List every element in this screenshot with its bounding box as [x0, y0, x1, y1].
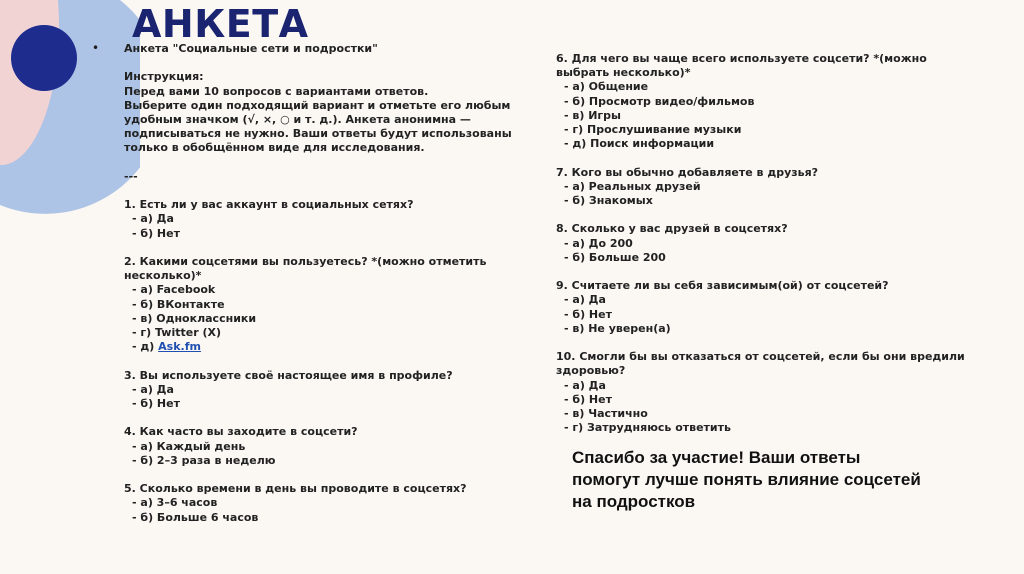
thanks-line: Спасибо за участие! Ваши ответы	[572, 448, 861, 467]
separator: ---	[124, 169, 138, 183]
answer-option: - а) Facebook	[132, 283, 216, 297]
answer-option: - б) Больше 6 часов	[132, 510, 259, 524]
question-9: 9. Считаете ли вы себя зависимым(ой) от соцсетей?	[556, 279, 889, 293]
answer-option: - б) Нет	[564, 307, 612, 321]
answer-option: - а) Да	[132, 212, 174, 226]
answer-option: - г) Прослушивание музыки	[564, 123, 742, 137]
thanks-line: помогут лучше понять влияние соцсетей	[572, 470, 921, 489]
instruction-line: Выберите один подходящий вариант и отметьте его любым	[124, 98, 511, 112]
instruction-label: Инструкция:	[124, 70, 204, 84]
slide-title: АНКЕТА	[132, 2, 309, 46]
question-10: 10. Смогли бы вы отказаться от соцсетей, если бы они вредили	[556, 350, 965, 364]
question-1: 1. Есть ли у вас аккаунт в социальных сетях?	[124, 198, 414, 212]
answer-option: - б) Нет	[132, 397, 180, 410]
askfm-link[interactable]: Ask.fm	[158, 340, 201, 354]
question-10-cont: здоровью?	[556, 364, 626, 378]
answer-option	[124, 340, 524, 354]
answer-option: - б) 2–3 раза в неделю	[132, 453, 276, 467]
answer-option: - а) Да	[564, 293, 606, 307]
navy-circle-dot	[11, 25, 77, 91]
answer-prefix: - д)	[132, 340, 159, 354]
question-8: 8. Сколько у вас друзей в соцсетях?	[556, 222, 788, 236]
instruction-line: только в обобщённом виде для исследования.	[124, 141, 425, 155]
thank-you-message	[572, 447, 1012, 513]
answer-option: - б) Нет	[564, 392, 612, 406]
instruction-line: подписываться не нужно. Ваши ответы будут использованы	[124, 127, 512, 141]
answer-option: - в) Частично	[564, 407, 648, 421]
bullet-dot: •	[92, 41, 100, 55]
question-3: 3. Вы используете своё настоящее имя в профиле?	[124, 368, 453, 382]
answer-option: - г) Затрудняюсь ответить	[564, 421, 731, 435]
answer-option: - б) Знакомых	[564, 194, 653, 208]
answer-option: - в) Игры	[564, 108, 621, 122]
survey-header: Анкета "Социальные сети и подростки"	[124, 42, 378, 55]
question-2-cont: несколько)*	[124, 269, 202, 283]
instruction-line: удобным значком (√, ×, ○ и т. д.). Анкета анонимна —	[124, 113, 471, 126]
left-column	[124, 42, 524, 525]
instruction-line: Перед вами 10 вопросов с вариантами ответов.	[124, 84, 429, 98]
answer-option: - а) Да	[132, 382, 174, 396]
answer-option: - б) ВКонтакте	[132, 297, 225, 311]
question-4: 4. Как часто вы заходите в соцсети?	[124, 425, 358, 439]
thanks-line: на подростков	[572, 492, 696, 511]
question-6: 6. Для чего вы чаще всего используете соцсети? *(можно	[556, 52, 927, 65]
answer-option: - г) Twitter (X)	[132, 326, 221, 339]
question-2: 2. Какими соцсетями вы пользуетесь? *(можно отметить	[124, 254, 487, 268]
question-7: 7. Кого вы обычно добавляете в друзья?	[556, 165, 819, 179]
answer-option: - д) Поиск информации	[564, 137, 715, 151]
answer-option: - а) Да	[564, 378, 606, 392]
question-5: 5. Сколько времени в день вы проводите в соцсетях?	[124, 482, 467, 496]
decorative-shapes	[0, 0, 140, 574]
answer-option: - в) Не уверен(а)	[564, 321, 671, 335]
answer-option: - б) Нет	[132, 226, 180, 240]
answer-option: - а) Общение	[564, 80, 649, 94]
answer-option: - б) Просмотр видео/фильмов	[564, 94, 755, 108]
answer-option: - а) 3–6 часов	[132, 496, 218, 510]
answer-option: - а) Реальных друзей	[564, 179, 701, 193]
answer-option: - в) Одноклассники	[132, 311, 257, 325]
right-column	[556, 52, 976, 435]
answer-option: - б) Больше 200	[564, 250, 666, 264]
answer-option: - а) До 200	[564, 236, 633, 250]
answer-option: - а) Каждый день	[132, 439, 246, 453]
question-6-cont: выбрать несколько)*	[556, 66, 691, 80]
